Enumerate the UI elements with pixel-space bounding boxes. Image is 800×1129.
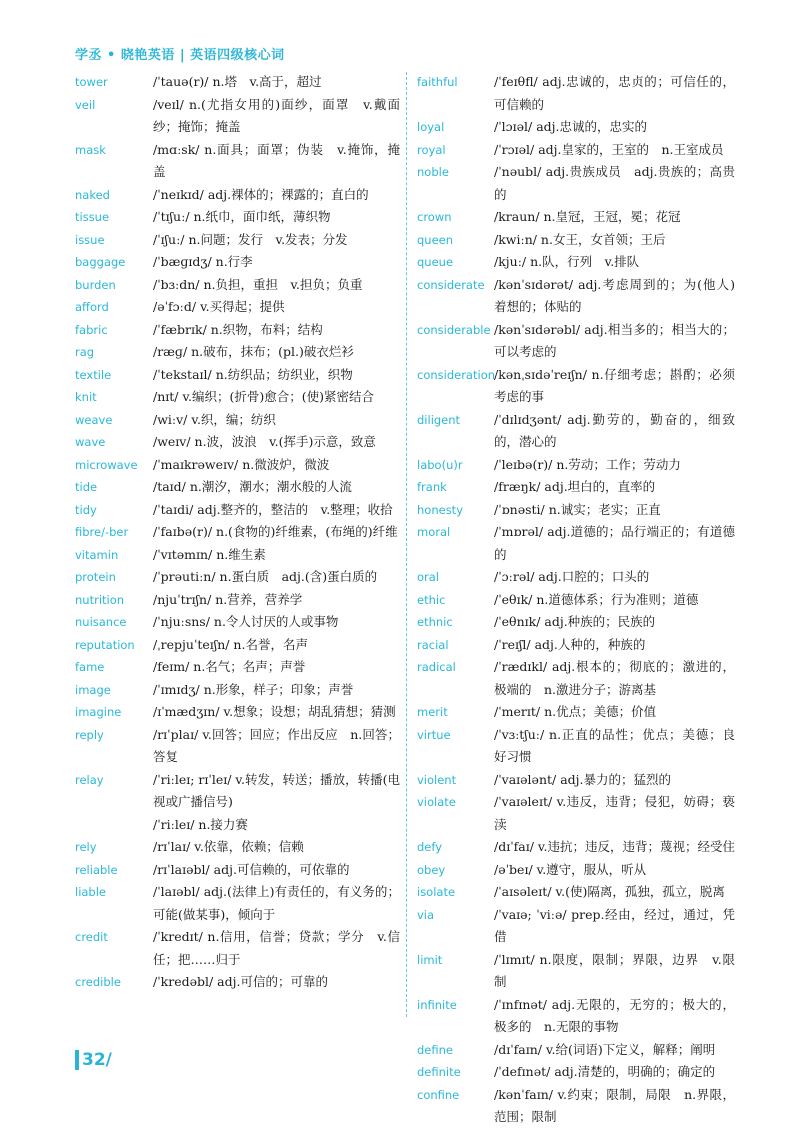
definition: /ˈlaɪəbl/ adj.(法律上)有责任的，有义务的；可能(做某事)，倾向于 [153, 884, 400, 922]
headword: mask [75, 142, 106, 157]
vocab-entry [75, 71, 400, 94]
headword: reputation [75, 637, 135, 652]
headword: defy [417, 840, 443, 854]
headword: veil [75, 97, 96, 112]
definition: /ˈmerɪt/ n.优点；美德；价值 [494, 704, 657, 719]
definition: /njuˈtrɪʃn/ n.营养，营养学 [153, 591, 303, 607]
vocab-entry [75, 769, 400, 814]
vocab-entry [75, 499, 400, 522]
definition: /ˈprəutiːn/ n.蛋白质 adj.(含)蛋白质的 [153, 569, 378, 584]
headword: ethic [417, 592, 446, 607]
headword: fame [75, 660, 105, 674]
vocab-entry [75, 409, 400, 432]
definition: /kwiːn/ n.女王，女首领；王后 [494, 231, 666, 247]
page-header: 学丞 • 晓艳英语 | 英语四级核心词 [75, 48, 285, 63]
headword: honesty [417, 502, 463, 517]
vocab-entry [75, 476, 400, 499]
headword: labo(u)r [417, 457, 463, 472]
headword: loyal [417, 120, 445, 134]
headword: microwave [75, 457, 138, 472]
vocab-entry [75, 881, 400, 926]
vocab-entry [75, 296, 400, 319]
headword: textile [75, 367, 112, 382]
definition: /dɪˈfaɪn/ v.给(词语)下定义，解释；阐明 [494, 1041, 716, 1057]
vocab-entry [417, 949, 735, 994]
vocab-entry [417, 836, 735, 859]
definition: /ˈmɒrəl/ adj.道德的；品行端正的；有道德的 [494, 524, 735, 562]
definition: /ˈriːleɪ/ n.接力赛 [153, 816, 248, 832]
headword: virtue [417, 727, 451, 742]
definition: /nɪt/ v.编织；(折骨)愈合；(使)紧密结合 [153, 389, 375, 404]
vocab-entry [417, 409, 735, 454]
definition: /ˈɪʃuː/ n.问题；发行 v.发表；分发 [153, 231, 348, 247]
headword: relay [75, 772, 104, 787]
headword: obey [417, 862, 446, 877]
headword: afford [75, 300, 109, 314]
headword: tower [75, 75, 108, 89]
vocab-entry [75, 859, 400, 882]
definition: /ˈnəubl/ adj.贵族成员 adj.贵族的；高贵的 [494, 164, 735, 202]
headword: frank [417, 480, 447, 494]
definition: /ˈlɔɪəl/ adj.忠诚的，忠实的 [494, 119, 648, 134]
vocab-entry [75, 251, 400, 274]
headword: merit [417, 705, 448, 719]
vocab-entry [75, 611, 400, 634]
headword: wave [75, 435, 106, 449]
definition: /rɪˈplaɪ/ v.回答；回应；作出反应 n.回答；答复 [153, 726, 400, 764]
definition: /dɪˈfaɪ/ v.违抗；违反，违背；蔑视；经受住 [494, 839, 735, 854]
headword: violate [417, 795, 456, 809]
headword: rag [75, 345, 95, 359]
vocab-entry [417, 1084, 735, 1129]
vocab-entry [417, 521, 735, 566]
definition: /rɪˈlaɪəbl/ adj.可信赖的，可依靠的 [153, 861, 350, 877]
vocab-entry [75, 319, 400, 342]
headword [75, 814, 153, 837]
headword: credit [75, 930, 108, 944]
vocab-entry [75, 341, 400, 364]
vocab-entry [75, 431, 400, 454]
vocab-entry [75, 926, 400, 971]
definition: /ˈvaɪəleɪt/ v.违反，违背；侵犯，妨碍；亵渎 [494, 794, 735, 832]
definition: /ˈfæbrɪk/ n.织物，布料；结构 [153, 321, 323, 337]
vocab-entry [417, 161, 735, 206]
vocab-entry [75, 679, 400, 702]
definition: /ˈrɔɪəl/ adj.皇家的，王室的 n.王室成员 [494, 141, 724, 157]
vocab-entry [417, 454, 735, 477]
definition: /ˈkredɪt/ n.信用，信誉；贷款；学分 v.信任；把……归于 [153, 929, 400, 967]
vocab-entry [75, 634, 400, 657]
headword: diligent [417, 412, 461, 427]
headword: reply [75, 727, 104, 742]
definition: /rɪˈlaɪ/ v.依靠，依赖；信赖 [153, 839, 304, 854]
headword: royal [417, 142, 446, 157]
headword: credible [75, 975, 121, 989]
definition: /ˈdefɪnət/ adj.清楚的，明确的；确定的 [494, 1064, 716, 1079]
headword: liable [75, 885, 107, 899]
vocab-entry [417, 319, 735, 364]
headword: protein [75, 570, 116, 584]
headword: issue [75, 232, 105, 247]
vocab-entry [417, 701, 735, 724]
headword: violent [417, 772, 457, 787]
vocab-entry [75, 364, 400, 387]
headword: oral [417, 570, 440, 584]
definition: /ˈaɪsəleɪt/ v.(使)隔离，孤独，孤立，脱离 [494, 884, 725, 899]
definition: /ˈtauə(r)/ n.塔 v.高于，超过 [153, 74, 322, 89]
headword: nuisance [75, 615, 127, 629]
definition: /veɪl/ n.(尤指女用的)面纱，面罩 v.戴面纱；掩饰；掩盖 [153, 96, 400, 134]
headword: fabric [75, 322, 108, 337]
definition: /ˈfeɪθfl/ adj.忠诚的，忠贞的；可信任的，可信赖的 [494, 74, 735, 112]
headword: tissue [75, 210, 110, 224]
vocab-entry [75, 971, 400, 994]
headword: consideration [417, 367, 496, 382]
headword: fibre/-ber [75, 525, 129, 539]
vocab-entry [75, 206, 400, 229]
vocab-entry [75, 521, 400, 544]
definition: /feɪm/ n.名气；名声；声誉 [153, 659, 306, 674]
vocab-entry [75, 814, 400, 837]
vocab-entry [417, 206, 735, 229]
definition: /ˈtekstaɪl/ n.纺织品；纺织业，织物 [153, 366, 353, 382]
definition: /ˈrædɪkl/ adj.根本的；彻底的；激进的，极端的 n.激进分子；游离基 [494, 659, 735, 697]
definition: /ˈleɪbə(r)/ n.劳动；工作；劳动力 [494, 456, 681, 472]
page-number: 32/ [75, 1050, 112, 1070]
vocab-entry [417, 634, 735, 657]
headword: considerable [417, 322, 491, 337]
vocab-entry [417, 904, 735, 949]
vocab-entry [417, 499, 735, 522]
headword: define [417, 1042, 453, 1057]
vocab-entry [75, 184, 400, 207]
definition: /ˈɪmɪdʒ/ n.形象，样子；印象；声誉 [153, 681, 354, 697]
vocab-entry [75, 724, 400, 769]
definition: /ˈreɪʃl/ adj.人种的，种族的 [494, 636, 646, 652]
vocab-entry [417, 139, 735, 162]
definition: /ˈmaɪkrəweɪv/ n.微波炉，微波 [153, 456, 330, 472]
definition: /ˈtaɪdi/ adj.整齐的，整洁的 v.整理；收拾 [153, 501, 393, 517]
vocab-entry [417, 476, 735, 499]
definition: /fræŋk/ adj.坦白的，直率的 [494, 479, 656, 494]
headword: nutrition [75, 592, 125, 607]
definition: /əˈfɔːd/ v.买得起；提供 [153, 299, 285, 314]
vocab-entry [417, 1039, 735, 1062]
vocab-entry [417, 71, 735, 116]
definition: /ˈneɪkɪd/ adj.裸体的；裸露的；直白的 [153, 186, 369, 202]
definition: /ˈvɪtəmɪn/ n.维生素 [153, 546, 266, 562]
vocab-entry [417, 791, 735, 836]
definition: /ˈeθnɪk/ adj.种族的；民族的 [494, 614, 656, 629]
definition: /taɪd/ n.潮汐，潮水；潮水般的人流 [153, 479, 352, 494]
headword: queue [417, 255, 454, 269]
vocab-entry [417, 994, 735, 1039]
vocab-entry [75, 139, 400, 184]
definition: /ˈvaɪələnt/ adj.暴力的；猛烈的 [494, 771, 672, 787]
vocab-entry [417, 656, 735, 701]
definition: /ræɡ/ n.破布，抹布；(pl.)破衣烂衫 [153, 344, 354, 359]
vocab-entry [75, 566, 400, 589]
definition: /ˈdɪlɪdʒənt/ adj.勤劳的，勤奋的，细致的，潜心的 [494, 411, 735, 449]
definition: /əˈbeɪ/ v.遵守，服从，听从 [494, 861, 647, 877]
definition: /ˈɒnəsti/ n.诚实；老实；正直 [494, 501, 661, 517]
headword: rely [75, 840, 97, 854]
headword: considerate [417, 277, 485, 292]
definition: /ˈfaɪbə(r)/ n.(食物的)纤维素，(布绳的)纤维 [153, 524, 398, 539]
headword: definite [417, 1065, 461, 1079]
headword: crown [417, 210, 452, 224]
definition: /ˈvaɪə; ˈviːə/ prep.经由，经过，通过，凭借 [494, 906, 735, 944]
headword: ethnic [417, 615, 453, 629]
definition: /ˈvɜːtʃuː/ n.正直的品性；优点；美德；良好习惯 [494, 726, 735, 764]
right-column [417, 71, 735, 1129]
vocab-entry [75, 836, 400, 859]
vocab-entry [417, 881, 735, 904]
vocab-entry [75, 544, 400, 567]
vocab-entry [75, 229, 400, 252]
headword: faithful [417, 75, 458, 89]
vocab-entry [75, 454, 400, 477]
definition: /ˈtɪʃuː/ n.纸巾，面巾纸，薄织物 [153, 209, 331, 224]
headword: baggage [75, 255, 126, 269]
headword: infinite [417, 997, 457, 1012]
definition: /kraun/ n.皇冠，王冠，冕；花冠 [494, 209, 681, 224]
headword: moral [417, 525, 451, 539]
vocab-entry [417, 116, 735, 139]
vocab-entry [75, 94, 400, 139]
definition: /ˈriːleɪ; rɪˈleɪ/ v.转发，转送；播放，转播(电视或广播信号) [153, 771, 400, 809]
vocab-entry [417, 769, 735, 792]
vocab-entry [417, 274, 735, 319]
headword: limit [417, 952, 443, 967]
definition: /ˈlɪmɪt/ n.限度，限制；界限，边界 v.限制 [494, 951, 735, 989]
vocab-entry [417, 364, 735, 409]
definition: /ˈeθɪk/ n.道德体系；行为准则；道德 [494, 591, 699, 607]
headword: noble [417, 165, 449, 179]
headword: naked [75, 187, 110, 202]
definition: /mɑːsk/ n.面具；面罩；伪装 v.掩饰，掩盖 [153, 141, 400, 179]
vocab-entry [417, 589, 735, 612]
vocab-entry [417, 251, 735, 274]
definition: /kənˌsɪdəˈreɪʃn/ n.仔细考虑；斟酌；必须考虑的事 [494, 366, 735, 404]
vocab-entry [417, 1061, 735, 1084]
definition: /ɪˈmædʒɪn/ v.想象；设想；胡乱猜想；猜测 [153, 704, 396, 719]
headword: knit [75, 390, 97, 404]
vocab-entry [75, 274, 400, 297]
headword: weave [75, 412, 113, 427]
headword: isolate [417, 885, 456, 899]
headword: radical [417, 660, 456, 674]
definition: /ˈbɜːdn/ n.负担，重担 v.担负；负重 [153, 276, 363, 292]
definition: /ˈkredəbl/ adj.可信的；可靠的 [153, 974, 328, 989]
headword: confine [417, 1087, 460, 1102]
definition: /kənˈfaɪn/ v.约束；限制，局限 n.界限，范围；限制 [494, 1086, 735, 1124]
vocab-entry [417, 859, 735, 882]
definition: /ˈbæɡɪdʒ/ n.行李 [153, 254, 253, 269]
column-divider [406, 72, 407, 1017]
definition: /wiːv/ v.织，编；纺织 [153, 411, 276, 427]
vocab-entry [75, 656, 400, 679]
definition: /ˈɔːrəl/ adj.口腔的；口头的 [494, 569, 650, 584]
definition: /kənˈsɪdərəbl/ adj.相当多的；相当大的；可以考虑的 [494, 321, 735, 359]
headword: image [75, 682, 111, 697]
headword: imagine [75, 705, 122, 719]
vocab-entry [417, 724, 735, 769]
headword: via [417, 907, 435, 922]
definition: /ˈnjuːsns/ n.令人讨厌的人或事物 [153, 614, 339, 629]
vocab-entry [75, 386, 400, 409]
vocab-entry [75, 589, 400, 612]
vocab-entry [417, 566, 735, 589]
headword: reliable [75, 862, 118, 877]
headword: tidy [75, 502, 97, 517]
left-column [75, 71, 400, 994]
headword: tide [75, 480, 98, 494]
vocab-entry [417, 611, 735, 634]
definition: /ˈɪnfɪnət/ adj.无限的，无穷的；极大的，极多的 n.无限的事物 [494, 996, 735, 1034]
vocab-entry [75, 701, 400, 724]
vocab-entry [417, 229, 735, 252]
definition: /kjuː/ n.队，行列 v.排队 [494, 254, 640, 269]
headword: queen [417, 232, 454, 247]
headword: burden [75, 277, 116, 292]
definition: /weɪv/ n.波，波浪 v.(挥手)示意，致意 [153, 434, 376, 449]
headword: racial [417, 637, 449, 652]
definition: /kənˈsɪdərət/ adj.考虑周到的；为(他人)着想的；体贴的 [494, 276, 735, 314]
definition: /ˌrepjuˈteɪʃn/ n.名誉，名声 [153, 636, 308, 652]
headword: vitamin [75, 547, 119, 562]
